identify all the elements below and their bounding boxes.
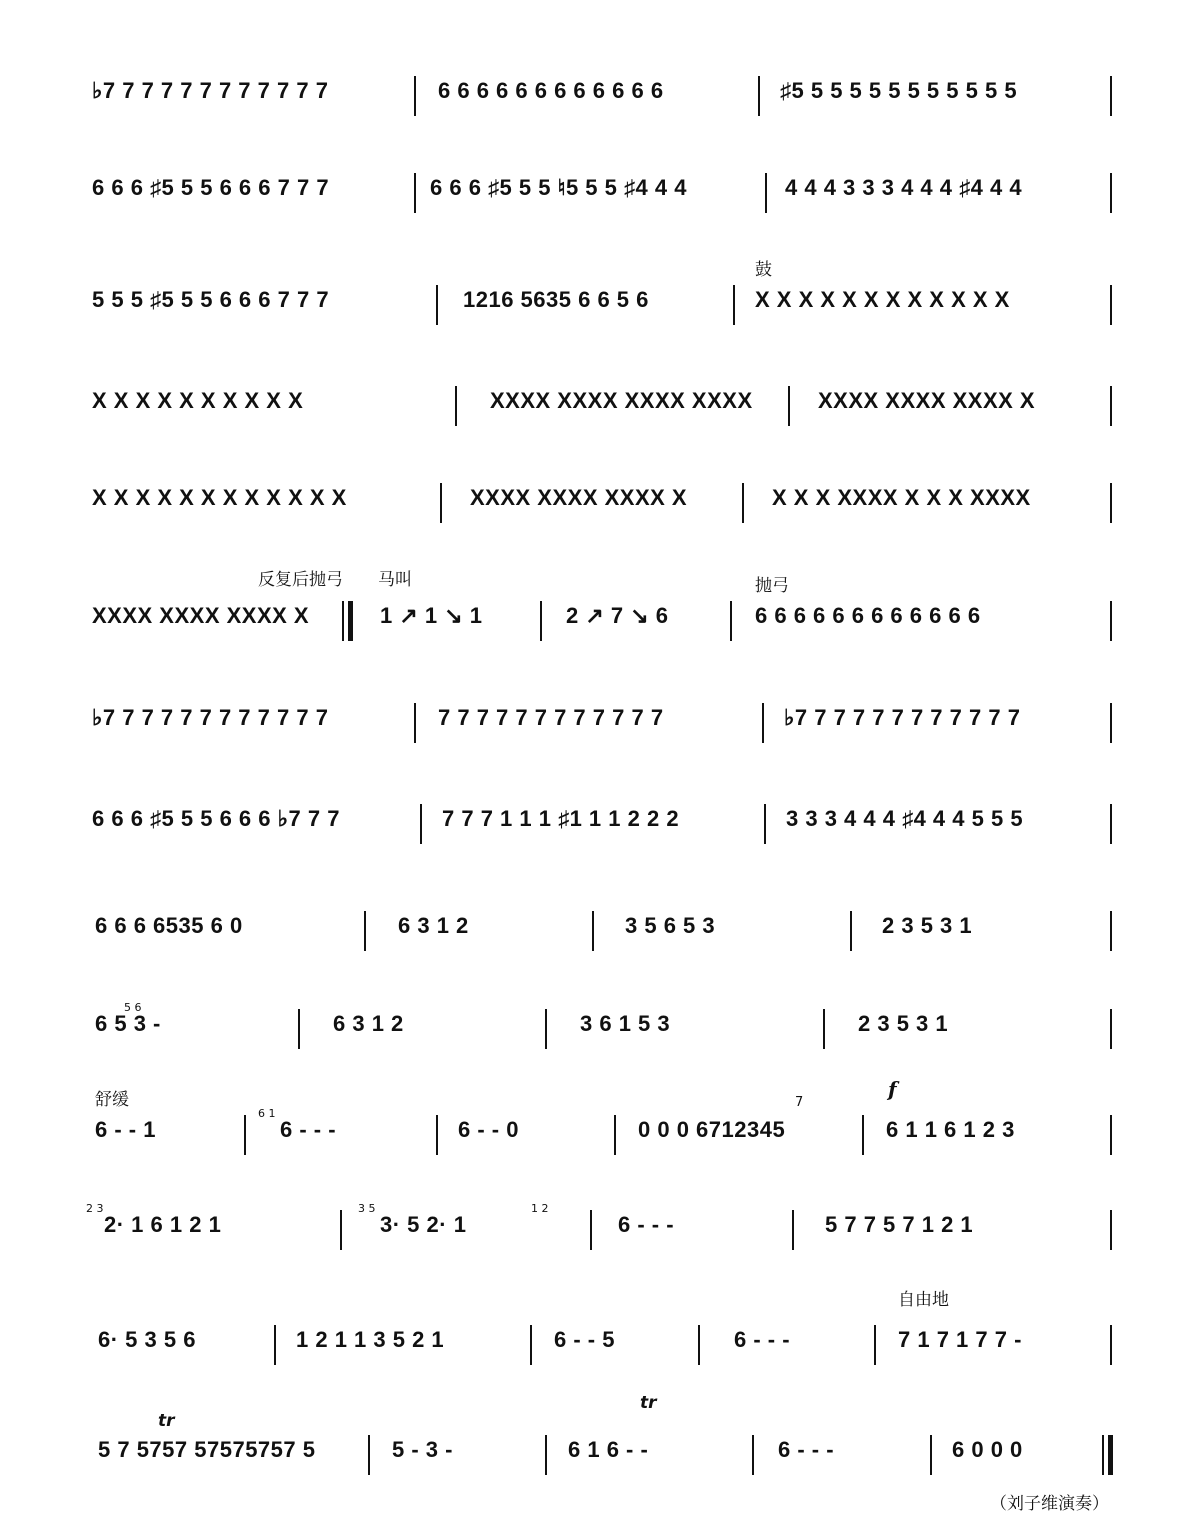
trill-mark: tr: [158, 1411, 175, 1431]
barline: [850, 911, 852, 951]
barline: [614, 1115, 616, 1155]
measure: ♯5 5 5 5 5 5 5 5 5 5 5 5: [780, 78, 1018, 103]
barline: [765, 173, 767, 213]
score-row-13: [0, 1290, 1199, 1387]
measure: 3· 5 2· 1: [380, 1212, 467, 1237]
measure: 6 1 1 6 1 2 3: [886, 1117, 1015, 1142]
measure: 6 - - -: [734, 1327, 791, 1352]
measure: 3 6 1 5 3: [580, 1011, 671, 1036]
forte-mark: f: [888, 1077, 897, 1101]
barline: [733, 285, 735, 325]
drum-label: 鼓: [755, 260, 772, 280]
measure: 6 6 6 6 6 6 6 6 6 6 6 6: [755, 603, 981, 628]
barline: [540, 601, 542, 641]
barline: [592, 911, 594, 951]
measure: ♭7 7 7 7 7 7 7 7 7 7 7 7: [92, 705, 329, 730]
barline: [340, 1210, 342, 1250]
measure: 6 - - -: [280, 1117, 337, 1142]
measure: XXXX XXXX XXXX X: [92, 603, 310, 628]
measure: 3 3 3 4 4 4 ♯4 4 4 5 5 5: [786, 806, 1024, 831]
score-row-6: [0, 570, 1199, 663]
measure: 6 6 6 ♯5 5 5 ♮5 5 5 ♯4 4 4: [430, 175, 687, 200]
grace-note: 1 2: [531, 1202, 549, 1215]
grace-note: 2 3: [86, 1202, 104, 1215]
barline: [1110, 386, 1112, 426]
score-row-3: [0, 260, 1199, 347]
measure: 5 - 3 -: [392, 1437, 453, 1462]
measure: 1 2 1 1 3 5 2 1: [296, 1327, 445, 1352]
score-row-7: [0, 705, 1199, 765]
freely-label: 自由地: [898, 1290, 949, 1310]
measure: 0 0 0 6712345: [638, 1117, 786, 1142]
toss-bow-label: 抛弓: [755, 576, 789, 596]
measure: 3 5 6 5 3: [625, 913, 716, 938]
barline: [274, 1325, 276, 1365]
measure: 1216 5635 6 6 5 6: [463, 287, 649, 312]
barline: [874, 1325, 876, 1365]
score-row-4: [0, 388, 1199, 448]
horse-neigh-label: 马叫: [378, 570, 412, 590]
grace-note: 3 5: [358, 1202, 376, 1215]
score-row-11: [0, 1077, 1199, 1177]
barline: [590, 1210, 592, 1250]
barline: [792, 1210, 794, 1250]
measure: 6· 5 3 5 6: [98, 1327, 196, 1352]
barline: [1110, 1325, 1112, 1365]
measure: 6 - - -: [618, 1212, 675, 1237]
score-row-2: [0, 175, 1199, 235]
barline: [742, 483, 744, 523]
performer-credit: （刘子维演奏）: [990, 1494, 1109, 1514]
barline: [1110, 911, 1112, 951]
barline: [1110, 1115, 1112, 1155]
measure: X X X XXXX X X X XXXX: [772, 485, 1031, 510]
barline: [420, 804, 422, 844]
barline: [1110, 76, 1112, 116]
measure: 6 - - 5: [554, 1327, 615, 1352]
measure: 5 7 5757 57575757 5: [98, 1437, 316, 1462]
barline: [1110, 804, 1112, 844]
barline: [823, 1009, 825, 1049]
measure: 1 ↗ 1 ↘ 1: [380, 603, 483, 628]
barline: [440, 483, 442, 523]
measure: 2 ↗ 7 ↘ 6: [566, 603, 669, 628]
barline: [1110, 285, 1112, 325]
barline: [368, 1435, 370, 1475]
barline: [364, 911, 366, 951]
measure: XXXX XXXX XXXX X: [818, 388, 1036, 413]
barline: [862, 1115, 864, 1155]
measure: X X X X X X X X X X: [92, 388, 304, 413]
barline: [698, 1325, 700, 1365]
measure: 6 6 6 ♯5 5 5 6 6 6 ♭7 7 7: [92, 806, 340, 831]
barline: [414, 173, 416, 213]
score-row-10: [0, 1001, 1199, 1071]
trill-mark: tr: [640, 1393, 657, 1413]
barline: [436, 1115, 438, 1155]
repeat-barline-thick: [348, 601, 353, 641]
score-row-9: [0, 913, 1199, 973]
barline: [758, 76, 760, 116]
barline: [545, 1009, 547, 1049]
barline: [1110, 1009, 1112, 1049]
score-row-8: [0, 806, 1199, 866]
measure: 6 0 0 0: [952, 1437, 1023, 1462]
measure: 6 5 3 -: [95, 1011, 161, 1036]
measure: 7 7 7 7 7 7 7 7 7 7 7 7: [438, 705, 664, 730]
barline: [1110, 483, 1112, 523]
score-row-1: [0, 78, 1199, 138]
measure: 6 - - 0: [458, 1117, 519, 1142]
tuplet-number: 7: [795, 1095, 804, 1110]
measure: 6 6 6 ♯5 5 5 6 6 6 7 7 7: [92, 175, 330, 200]
barline: [545, 1435, 547, 1475]
measure: XXXX XXXX XXXX X: [470, 485, 688, 510]
barline: [762, 703, 764, 743]
score-row-5: [0, 485, 1199, 545]
measure: 2 3 5 3 1: [882, 913, 973, 938]
measure: XXXX XXXX XXXX XXXX: [490, 388, 753, 413]
measure: ♭7 7 7 7 7 7 7 7 7 7 7 7: [92, 78, 329, 103]
final-barline: [1102, 1435, 1104, 1475]
barline: [1110, 1210, 1112, 1250]
barline: [930, 1435, 932, 1475]
measure: 7 7 7 1 1 1 ♯1 1 1 2 2 2: [442, 806, 680, 831]
measure: 6 - - -: [778, 1437, 835, 1462]
barline: [244, 1115, 246, 1155]
final-barline-thick: [1108, 1435, 1113, 1475]
barline: [436, 285, 438, 325]
measure: X X X X X X X X X X X X: [755, 287, 1010, 312]
measure: 4 4 4 3 3 3 4 4 4 ♯4 4 4: [785, 175, 1023, 200]
measure: 6 3 1 2: [398, 913, 469, 938]
gentle-label: 舒缓: [95, 1090, 129, 1110]
measure: ♭7 7 7 7 7 7 7 7 7 7 7 7: [784, 705, 1021, 730]
measure: 6 1 6 - -: [568, 1437, 649, 1462]
barline: [1110, 703, 1112, 743]
score-row-14: [0, 1393, 1199, 1497]
barline: [530, 1325, 532, 1365]
repeat-barline: [342, 601, 344, 641]
measure: 2 3 5 3 1: [858, 1011, 949, 1036]
barline: [764, 804, 766, 844]
measure: 6 3 1 2: [333, 1011, 404, 1036]
measure: 5 7 7 5 7 1 2 1: [825, 1212, 974, 1237]
measure: 6 6 6 6535 6 0: [95, 913, 243, 938]
barline: [298, 1009, 300, 1049]
measure: 7 1 7 1 7 7 -: [898, 1327, 1022, 1352]
score-row-12: [0, 1202, 1199, 1272]
measure: 5 5 5 ♯5 5 5 6 6 6 7 7 7: [92, 287, 330, 312]
measure: 2· 1 6 1 2 1: [104, 1212, 222, 1237]
barline: [1110, 601, 1112, 641]
barline: [730, 601, 732, 641]
barline: [1110, 173, 1112, 213]
barline: [752, 1435, 754, 1475]
grace-note: 6 1: [258, 1107, 276, 1120]
measure: 6 - - 1: [95, 1117, 156, 1142]
barline: [788, 386, 790, 426]
barline: [455, 386, 457, 426]
grace-note: 5 6: [124, 1001, 142, 1014]
repeat-toss-label: 反复后抛弓: [258, 570, 343, 590]
barline: [414, 703, 416, 743]
measure: X X X X X X X X X X X X: [92, 485, 347, 510]
barline: [414, 76, 416, 116]
measure: 6 6 6 6 6 6 6 6 6 6 6 6: [438, 78, 664, 103]
